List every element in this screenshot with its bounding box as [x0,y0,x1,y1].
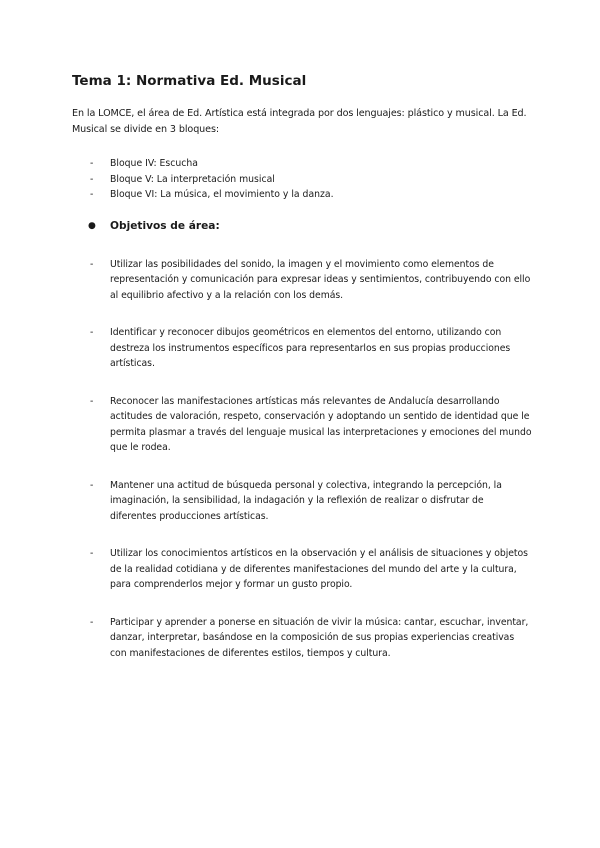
block-item-text: Bloque IV: Escucha [110,158,198,169]
list-item [72,156,532,172]
list-item [72,546,532,593]
list-item [72,478,532,525]
list-marker: - [90,189,94,200]
list-marker: - [90,158,94,169]
block-item-text: Bloque V: La interpretación musical [110,173,275,185]
objectives-list [72,257,532,662]
list-item [72,615,532,662]
objective-text: Utilizar las posibilidades del sonido, la imagen y el movimiento como elementos de representación y comunicación para expresar ideas y sentimientos, contribuyendo con ello al equilibrio afectivo y a la relación con los demás. [110,258,531,301]
intro-paragraph: En la LOMCE, el área de Ed. Artística está integrada por dos lenguajes: plástico y musical. La Ed. Musical se divide en 3 bloques: [72,108,527,135]
list-item [72,325,532,372]
objective-text: Mantener una actitud de búsqueda personal y colectiva, integrando la percepción, la imaginación, la sensibilidad, la indagación y la reflexión de realizar o disfrutar de diferentes producciones artísticas. [110,479,502,522]
page-title: Tema 1: Normativa Ed. Musical [72,73,307,89]
objectives-heading [72,217,532,235]
list-marker: - [90,548,94,559]
objective-text: Participar y aprender a ponerse en situación de vivir la música: cantar, escuchar, inventar, danzar, interpretar, basándose en la composición de sus propias experiencias creativas con manifestaciones de diferentes estilos, tiempos y cultura. [110,616,529,659]
list-marker: - [90,327,94,338]
list-marker: - [90,479,94,491]
list-marker: - [90,173,94,185]
block-item-text: Bloque VI: La música, el movimiento y la danza. [110,189,334,200]
list-item [72,172,532,188]
document-page [72,72,532,683]
objectives-heading-text: Objetivos de área: [110,219,220,232]
objective-text: Identificar y reconocer dibujos geométricos en elementos del entorno, utilizando con destreza los instrumentos específicos para representarlos en sus propias producciones artísticas. [110,327,511,369]
blocks-list [72,156,532,203]
list-item [72,394,532,456]
list-marker: - [90,395,94,407]
objective-text: Reconocer las manifestaciones artísticas más relevantes de Andalucía desarrollando actitudes de valoración, respeto, conservación y adoptando un sentido de identidad que le permita plasmar a través del lenguaje musical las interpretaciones y emociones del mundo que le rodea. [110,395,532,453]
list-marker: - [90,616,94,628]
list-item [72,257,532,304]
list-item [72,187,532,203]
objective-text: Utilizar los conocimientos artísticos en la observación y el análisis de situaciones y objetos de la realidad cotidiana y de diferentes manifestaciones del mundo del arte y la cultura, para comprenderlos mejor y formar un gusto propio. [110,548,528,590]
bullet-icon: ● [88,220,96,231]
list-marker: - [90,258,94,270]
